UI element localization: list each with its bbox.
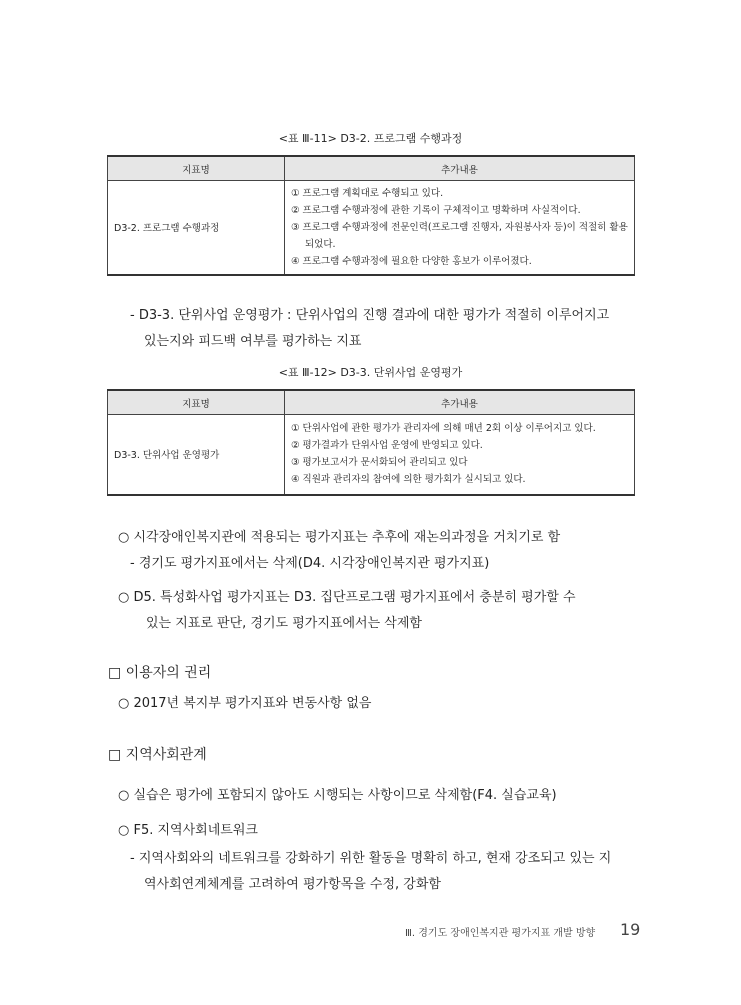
bullet-1-sub: - 경기도 평가지표에서는 삭제(D4. 시각장애인복지관 평가지표) — [130, 556, 490, 571]
bullet-1: ○ 시각장애인복지관에 적용되는 평가지표는 추후에 재논의과정을 거치기로 함 — [118, 530, 561, 545]
page-number: 19 — [620, 920, 641, 939]
section-rights-title: □ 이용자의 권리 — [108, 665, 212, 681]
table1-item: ① 프로그램 계획대로 수행되고 있다. — [291, 187, 444, 199]
table1-item: ④ 프로그램 수행과정에 필요한 다양한 홍보가 이루어졌다. — [291, 255, 532, 267]
section-community-item2-sub — [130, 846, 650, 898]
table1-caption: <표 Ⅲ-11> D3-2. 프로그램 수행과정 — [278, 132, 463, 145]
d33-line1: - D3-3. 단위사업 운영평가 : 단위사업의 진행 결과에 대한 평가가 적절히 이루어지고 — [130, 308, 610, 323]
table2-item: ① 단위사업에 관한 평가가 관리자에 의해 매년 2회 이상 이루어지고 있다. — [291, 423, 596, 435]
footer-text: Ⅲ. 경기도 장애인복지관 평가지표 개발 방향 — [405, 928, 596, 939]
table2-item: ② 평가결과가 단위사업 운영에 반영되고 있다. — [291, 440, 483, 452]
section-community-item2-sub-line1: - 지역사회와의 네트워크를 강화하기 위한 활동을 명확히 하고, 현재 강조되고 있는 지 — [130, 851, 612, 866]
table2-header-content: 추가내용 — [285, 390, 635, 415]
bullet-2-line2: 있는 지표로 판단, 경기도 평가지표에서는 삭제함 — [146, 616, 422, 631]
table2 — [107, 389, 635, 496]
table2-item: ④ 직원과 관리자의 참여에 의한 평가회가 실시되고 있다. — [291, 474, 526, 486]
table2-header-name: 지표명 — [108, 390, 285, 415]
table2-row-content — [285, 415, 635, 495]
section-community-item2: ○ F5. 지역사회네트워크 — [118, 823, 258, 838]
table1-header-name: 지표명 — [108, 156, 285, 181]
section-community-item1: ○ 실습은 평가에 포함되지 않아도 시행되는 사항이므로 삭제함(F4. 실습교육) — [118, 788, 557, 803]
table2-caption: <표 Ⅲ-12> D3-3. 단위사업 운영평가 — [278, 366, 463, 379]
section-rights-item: ○ 2017년 복지부 평가지표와 변동사항 없음 — [118, 696, 372, 711]
table2-row-name: D3-3. 단위사업 운영평가 — [108, 415, 285, 495]
section-community-item2-sub-line2: 역사회연계체계를 고려하여 평가항목을 수정, 강화함 — [144, 877, 441, 892]
section-community-title: □ 지역사회관계 — [108, 747, 207, 763]
table1-item: ② 프로그램 수행과정에 관한 기록이 구체적이고 명확하며 사실적이다. — [291, 204, 581, 216]
table1-row-name: D3-2. 프로그램 수행과정 — [108, 181, 285, 275]
table1 — [107, 155, 635, 276]
table2-item: ③ 평가보고서가 문서화되어 관리되고 있다 — [291, 457, 468, 469]
d33-line2: 있는지와 피드백 여부를 평가하는 지표 — [144, 334, 362, 349]
d33-description — [130, 303, 650, 355]
table1-header-content: 추가내용 — [285, 156, 635, 181]
bullet-2 — [118, 585, 658, 637]
table1-row-content — [285, 181, 635, 275]
bullet-2-line1: ○ D5. 특성화사업 평가지표는 D3. 집단프로그램 평가지표에서 충분히 평가할 수 — [118, 590, 576, 605]
table1-item: ③ 프로그램 수행과정에 전문인력(프로그램 진행자, 자원봉사자 등)이 적절히 활용되었다. — [291, 221, 628, 250]
